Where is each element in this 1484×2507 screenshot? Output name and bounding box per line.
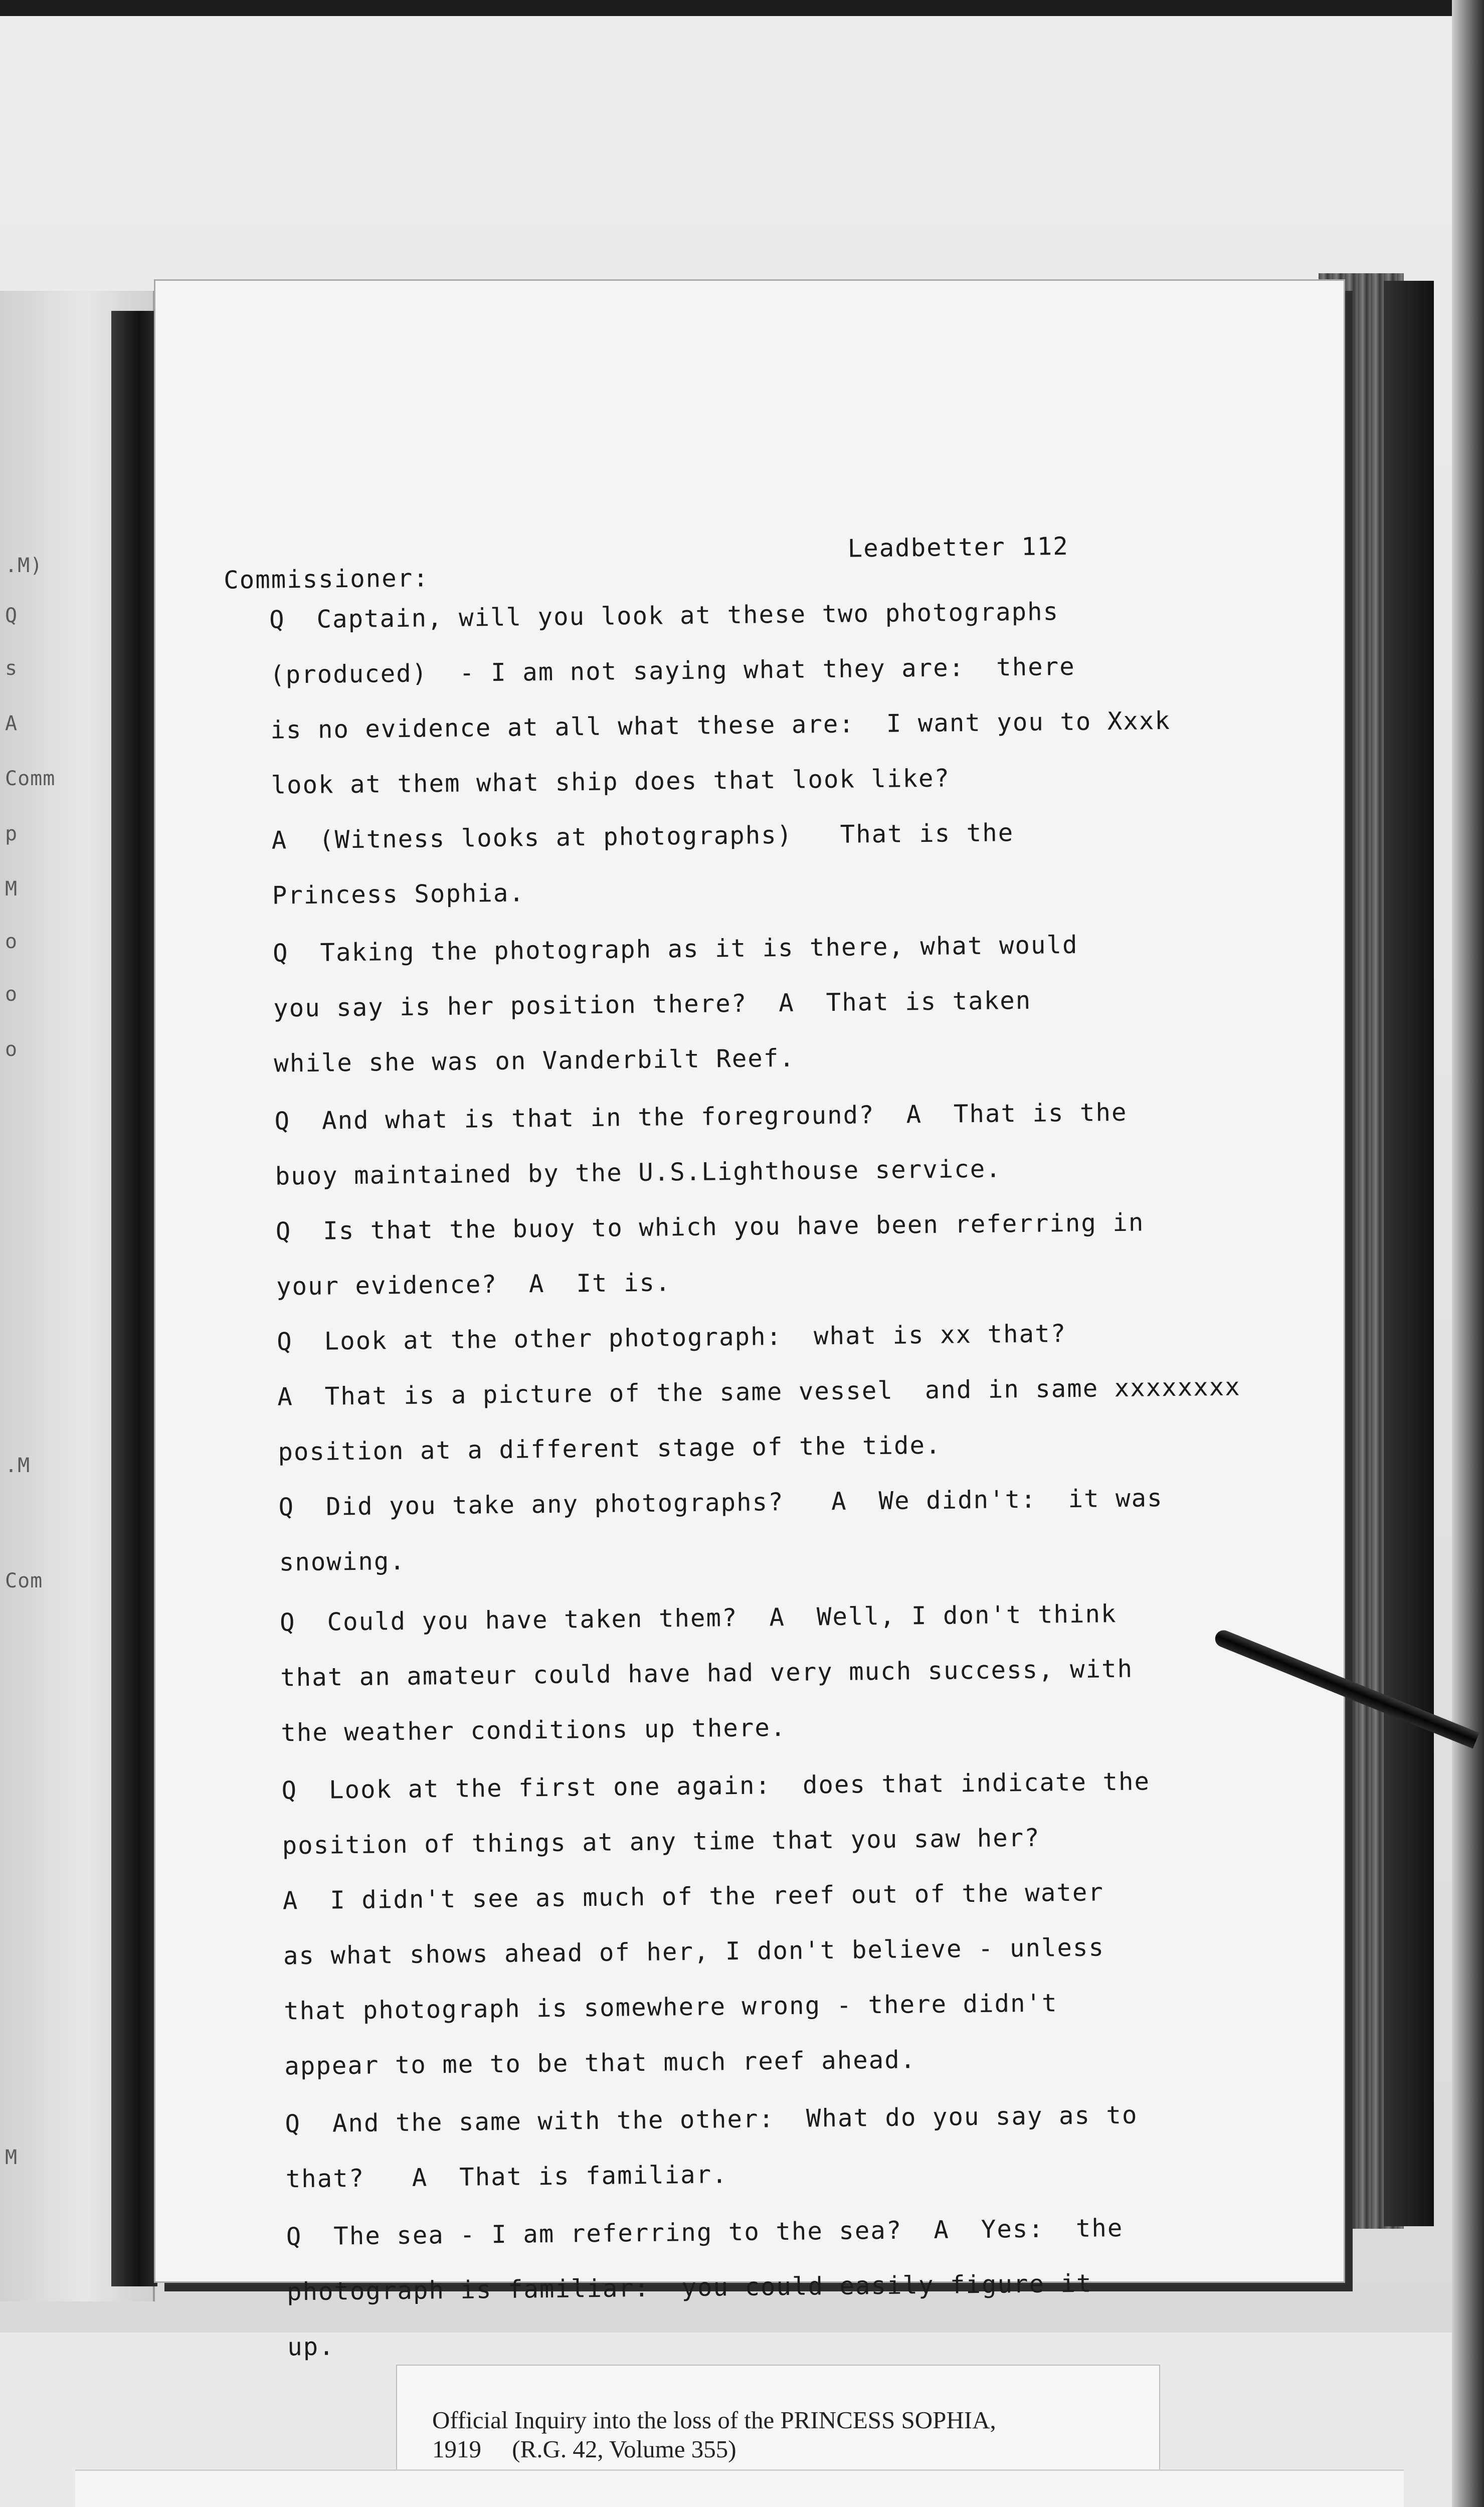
left-page-fragment: Q — [5, 604, 18, 627]
transcript-line: Q Look at the other photograph: what is xx that? — [276, 1319, 1067, 1356]
left-page-fragment: Comm — [5, 767, 56, 790]
left-page-fragment: A — [5, 712, 18, 735]
left-page-fragment: o — [5, 983, 18, 1006]
collection-label — [396, 2365, 1160, 2474]
transcript-line: Q Is that the buoy to which you have been referring in — [275, 1208, 1145, 1246]
film-frame-right — [1452, 0, 1484, 2507]
left-page-fragment: o — [5, 930, 18, 953]
transcript-line: look at them what ship does that look like? — [271, 764, 951, 800]
typed-page-content — [155, 268, 1365, 2362]
page-edges-shadow — [1384, 281, 1434, 2226]
left-page-fragment: s — [5, 657, 18, 680]
transcript-line: Q Captain, will you look at these two photographs — [269, 597, 1059, 634]
left-page-fragment: o — [5, 1038, 18, 1061]
transcript-line: is no evidence at all what these are: I want you to Xxxk — [270, 706, 1171, 745]
transcript-line: you say is her position there? A That is taken — [273, 986, 1032, 1023]
transcript-line: as what shows ahead of her, I don't believe - unless — [283, 1933, 1105, 1971]
page-reference: Leadbetter 112 — [847, 531, 1069, 563]
transcript-line: while she was on Vanderbilt Reef. — [274, 1043, 796, 1078]
left-page-fragment: .M) — [5, 554, 43, 577]
speaker-heading: Commissioner: — [223, 564, 430, 595]
label-title: Official Inquiry into the loss of the PRINCESS SOPHIA, — [432, 2406, 996, 2434]
transcript-line: A That is a picture of the same vessel and in same xxxxxxxx — [277, 1372, 1241, 1411]
transcript-line: A (Witness looks at photographs) That is the — [271, 818, 1014, 855]
left-page-fragment: Com — [5, 1569, 43, 1592]
left-page-fragment: .M — [5, 1454, 31, 1477]
transcript-line: Q Could you have taken them? A Well, I don't think — [279, 1599, 1117, 1637]
film-frame-top — [0, 0, 1484, 16]
label-reference: 1919 (R.G. 42, Volume 355) — [432, 2435, 736, 2463]
transcript-line: that? A That is familiar. — [285, 2160, 728, 2194]
transcript-line: Q Look at the first one again: does that indicate the — [281, 1767, 1151, 1805]
archive-stamp-card — [75, 2469, 1404, 2507]
transcript-line: (produced) - I am not saying what they are: there — [269, 652, 1075, 689]
transcript-line: Q The sea - I am referring to the sea? A Yes: the — [286, 2214, 1124, 2251]
transcript-line: appear to me to be that much reef ahead. — [284, 2045, 916, 2081]
left-page-fragment: p — [5, 822, 18, 845]
transcript-line: Q Taking the photograph as it is there, what would — [272, 930, 1078, 968]
transcript-line: Q Did you take any photographs? A We didn't: it was — [278, 1484, 1163, 1522]
transcript-line: up. — [287, 2332, 335, 2362]
transcript-line: Q And the same with the other: What do you say as to — [285, 2100, 1138, 2138]
transcript-line: position of things at any time that you saw her? — [282, 1823, 1040, 1860]
transcript-line: Q And what is that in the foreground? A That is the — [274, 1098, 1128, 1136]
transcript-line: photograph is familiar: you could easily figure it — [286, 2269, 1092, 2306]
transcript-line: position at a different stage of the tide. — [278, 1430, 942, 1467]
transcript-line: buoy maintained by the U.S.Lighthouse service. — [275, 1154, 1002, 1191]
transcript-line: the weather conditions up there. — [281, 1713, 787, 1747]
book-gutter — [111, 311, 157, 2286]
transcript-line: that photograph is somewhere wrong - there didn't — [283, 1989, 1058, 2026]
transcript-line: A I didn't see as much of the reef out of the water — [282, 1878, 1104, 1915]
typed-page — [155, 281, 1344, 2362]
left-page-fragment: M — [5, 877, 18, 901]
transcript-line: your evidence? A It is. — [276, 1268, 671, 1301]
left-page-fragment: M — [5, 2146, 18, 2169]
transcript-line: Princess Sophia. — [272, 878, 525, 910]
transcript-line: snowing. — [279, 1546, 406, 1577]
transcript-line: that an amateur could have had very much success, with — [280, 1654, 1134, 1692]
